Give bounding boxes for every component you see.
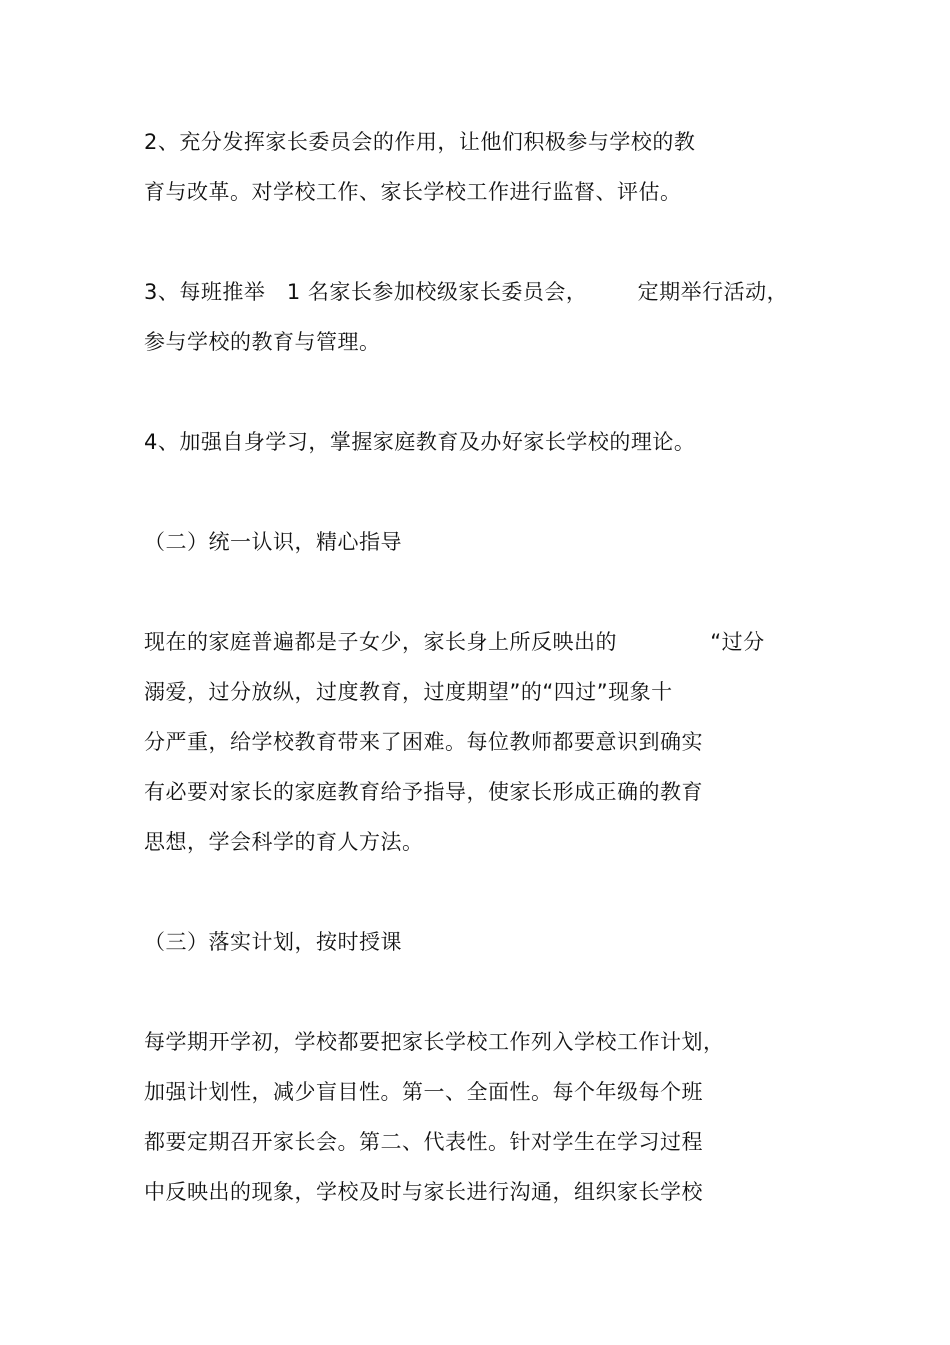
paragraph-3-line-1: 3、每班推举 1 名家长参加校级家长委员会， 定期举行活动， xyxy=(144,280,789,304)
paragraph-5-line-5: 思想，学会科学的育人方法。 xyxy=(144,830,424,854)
paragraph-3-line-2: 参与学校的教育与管理。 xyxy=(144,330,381,354)
paragraph-6-line-2: 加强计划性，减少盲目性。第一、全面性。每个年级每个班 xyxy=(144,1080,703,1104)
paragraph-6-line-4: 中反映出的现象，学校及时与家长进行沟通，组织家长学校 xyxy=(144,1180,703,1204)
paragraph-2-line-1: 2、充分发挥家长委员会的作用，让他们积极参与学校的教 xyxy=(144,130,696,154)
paragraph-5-line-4: 有必要对家长的家庭教育给予指导，使家长形成正确的教育 xyxy=(144,780,703,804)
paragraph-5-line-3: 分严重，给学校教育带来了困难。每位教师都要意识到确实 xyxy=(144,730,703,754)
paragraph-4-line-1: 4、加强自身学习，掌握家庭教育及办好家长学校的理论。 xyxy=(144,430,696,454)
paragraph-5-line-1: 现在的家庭普遍都是子女少，家长身上所反映出的 “过分 xyxy=(144,630,765,654)
paragraph-5-line-2: 溺爱，过分放纵，过度教育，过度期望”的“四过”现象十 xyxy=(144,680,673,704)
paragraph-2-line-2: 育与改革。对学校工作、家长学校工作进行监督、评估。 xyxy=(144,180,682,204)
paragraph-6-line-1: 每学期开学初，学校都要把家长学校工作列入学校工作计划， xyxy=(144,1030,725,1054)
paragraph-6-line-3: 都要定期召开家长会。第二、代表性。针对学生在学习过程 xyxy=(144,1130,703,1154)
section-heading-2: （二）统一认识，精心指导 xyxy=(144,530,402,554)
section-heading-3: （三）落实计划，按时授课 xyxy=(144,930,402,954)
